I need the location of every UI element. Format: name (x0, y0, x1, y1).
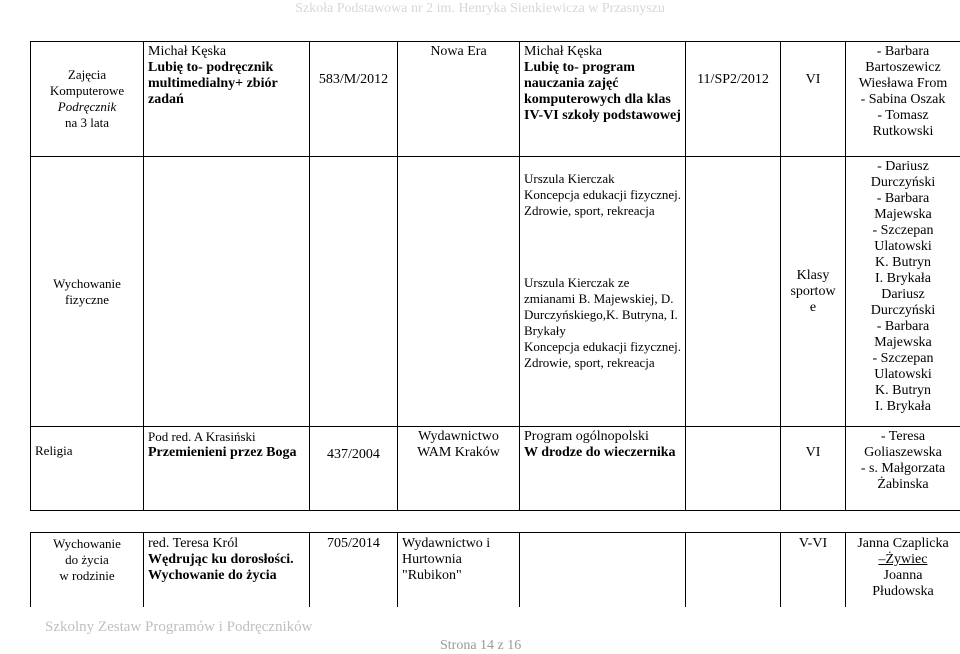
program-number (686, 157, 781, 427)
teachers-cell: Janna Czaplicka –Żywiec Joanna Płudowska (846, 533, 960, 608)
publisher: Nowa Era (398, 42, 520, 157)
program-cell: Michał Kęska Lubię to- program nauczania zajęć komputerowych dla klas IV-VI szkoły podstawowej (520, 42, 686, 157)
subject-cell: Religia (31, 427, 144, 511)
table-row (31, 42, 960, 157)
teachers-cell: - Teresa Goliaszewska - s. Małgorzata Żabinska (846, 427, 960, 511)
teachers-cell: - Dariusz Durczyński - Barbara Majewska - Szczepan Ulatowski K. Butryn I. Brykała Dariusz Durczyński - Barbara Majewska - Szczepan Ulatowski K. Butryn I. Brykała (846, 157, 960, 427)
subject-cell: Wychowanie do życia w rodzinie (31, 533, 144, 608)
textbook-cell (144, 157, 310, 427)
curriculum-table-continued (30, 532, 960, 607)
page-number: Strona 14 z 16 (440, 638, 521, 654)
page-footer: Szkolny Zestaw Programów i Podręczników (45, 619, 312, 635)
page-header: Szkoła Podstawowa nr 2 im. Henryka Sienkiewicza w Przasnyszu (0, 0, 960, 18)
approval-number: 437/2004 (310, 427, 398, 511)
textbook-cell: Pod red. A Krasiński Przemienieni przez Boga (144, 427, 310, 511)
approval-number: 705/2014 (310, 533, 398, 608)
classes: V-VI (781, 533, 846, 608)
classes: VI (781, 427, 846, 511)
table-row (31, 427, 960, 511)
program-number: 11/SP2/2012 (686, 42, 781, 157)
program-cell: Urszula Kierczak Koncepcja edukacji fizycznej. Zdrowie, sport, rekreacja Urszula Kierczak ze zmianami B. Majewskiej, D. Durczyńskiego,K. Butryna, I. Brykały Koncepcja edukacji fizycznej. Zdrowie, sport, rekreacja (520, 157, 686, 427)
curriculum-table (30, 41, 960, 511)
program-cell: Program ogólnopolski W drodze do wieczernika (520, 427, 686, 511)
textbook-cell: Michał Kęska Lubię to- podręcznik multimedialny+ zbiór zadań (144, 42, 310, 157)
program-number (686, 427, 781, 511)
subject-cell: Wychowanie fizyczne (31, 157, 144, 427)
approval-number: 583/M/2012 (310, 42, 398, 157)
approval-number (310, 157, 398, 427)
classes: Klasy sportow e (781, 157, 846, 427)
program-cell (520, 533, 686, 608)
classes: VI (781, 42, 846, 157)
publisher: Wydawnictwo i Hurtownia "Rubikon" (398, 533, 520, 608)
table-row (31, 533, 960, 608)
textbook-cell: red. Teresa Król Wędrując ku dorosłości. Wychowanie do życia (144, 533, 310, 608)
subject-cell: Zajęcia Komputerowe Podręcznik na 3 lata (31, 42, 144, 157)
teachers-cell: - Barbara Bartoszewicz Wiesława From - Sabina Oszak - Tomasz Rutkowski (846, 42, 960, 157)
program-number (686, 533, 781, 608)
publisher: Wydawnictwo WAM Kraków (398, 427, 520, 511)
publisher (398, 157, 520, 427)
table-row (31, 157, 960, 427)
